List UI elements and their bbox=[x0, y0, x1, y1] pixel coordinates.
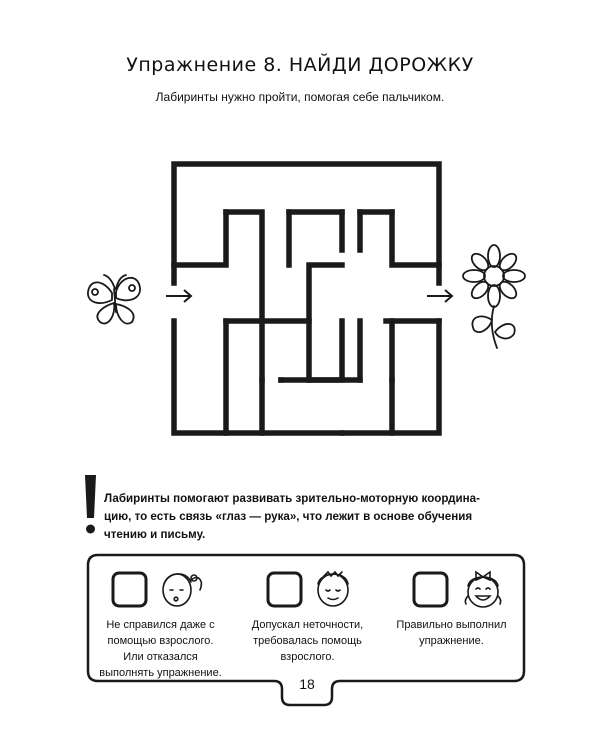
assessment-option-success[interactable] bbox=[379, 555, 524, 681]
note-text bbox=[104, 490, 534, 544]
page-subtitle: Лабиринты нужно пройти, помогая себе пальчиком. bbox=[155, 90, 445, 104]
note-line: чтению и письму. bbox=[104, 528, 206, 541]
note-line: Лабиринты помогают развивать зрительно-моторную координа- bbox=[104, 492, 480, 505]
assessment-caption: Допускал неточности, требовалась помощь взрослого. bbox=[251, 619, 364, 663]
arrow-right-icon bbox=[427, 290, 452, 302]
assessment-option-helped[interactable] bbox=[235, 555, 380, 681]
assessment-panel bbox=[88, 555, 524, 681]
assessment-caption: Правильно выполнил упражнение. bbox=[396, 619, 507, 647]
arrow-right-icon bbox=[166, 290, 191, 302]
assessment-caption: Не справился даже с помощью взрослого. Или отказался выполнять упражнение. bbox=[99, 619, 222, 679]
assessment-option-failed[interactable] bbox=[88, 555, 233, 681]
flower-icon bbox=[463, 245, 525, 348]
note-exclamation-icon bbox=[85, 475, 96, 534]
page-title: Упражнение 8. НАЙДИ ДОРОЖКУ bbox=[126, 54, 474, 76]
page-number: 18 bbox=[299, 676, 315, 692]
maze[interactable] bbox=[174, 164, 439, 433]
butterfly-icon bbox=[88, 275, 140, 324]
note-line: цию, то есть связь «глаз — рука», что лежит в основе обучения bbox=[104, 510, 473, 523]
